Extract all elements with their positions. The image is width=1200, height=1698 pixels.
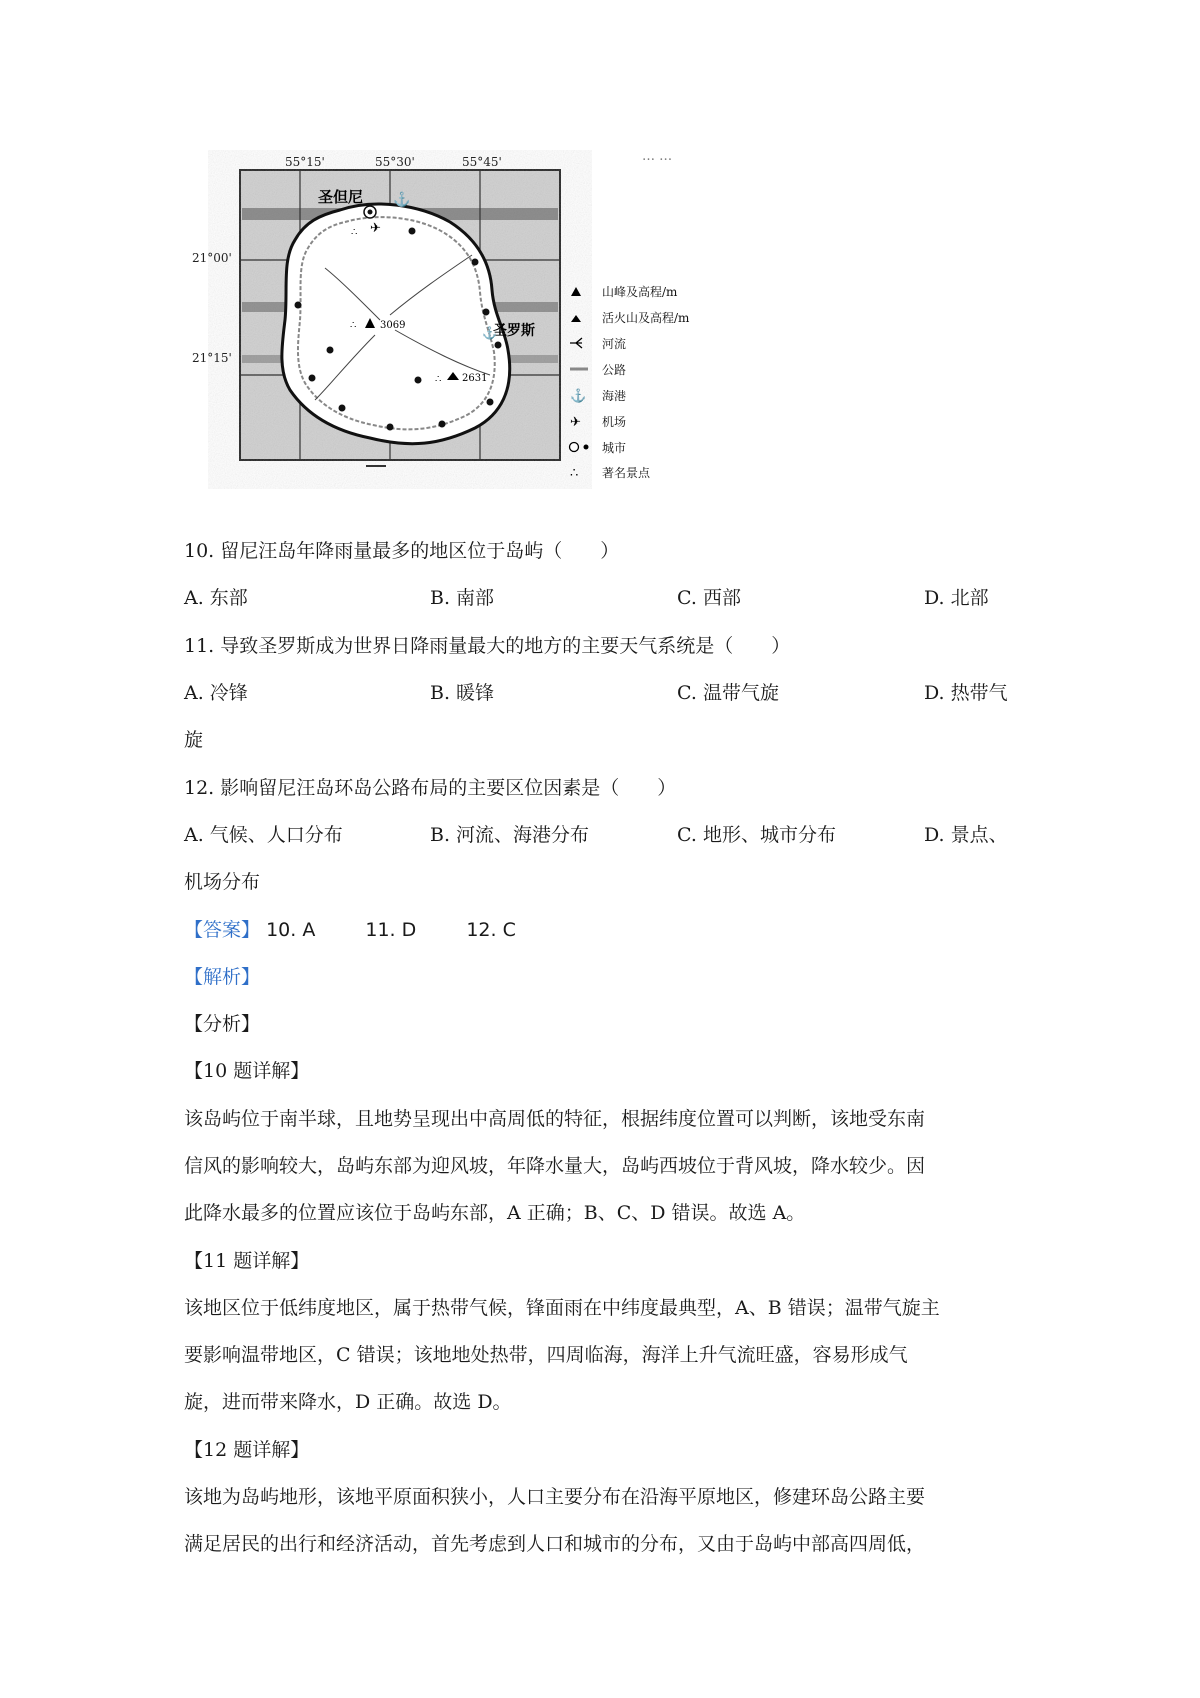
q11-detail-line: 要影响温带地区，C 错误；该地地处热带，四周临海，海洋上升气流旺盛，容易形成气: [184, 1344, 908, 1366]
q12-option-b: B. 河流、海港分布: [430, 824, 590, 846]
legend-label: 海港: [602, 389, 627, 403]
q12-option-a: A. 气候、人口分布: [184, 824, 343, 846]
answer-label: 【答案】: [184, 919, 261, 941]
q11-detail-line: 旋，进而带来降水，D 正确。故选 D。: [184, 1391, 512, 1413]
legend-label: 活火山及高程/m: [602, 311, 690, 325]
q10-option-c: C. 西部: [677, 587, 741, 609]
scenic-icon: ∴: [570, 466, 579, 481]
harbor-icon: ⚓: [393, 192, 411, 208]
q12-option-d: D. 景点、: [924, 824, 1008, 846]
lat-label: 21°00': [192, 251, 232, 265]
lon-label: 55°30': [375, 155, 415, 169]
island-map: [190, 150, 800, 520]
q12-detail-line: 该地为岛屿地形，该地平原面积狭小，人口主要分布在沿海平原地区，修建环岛公路主要: [184, 1486, 926, 1508]
answer-item: 10. A: [266, 919, 316, 941]
analysis-sub-heading: 【分析】: [184, 1013, 261, 1035]
peak1-label: 3069: [380, 320, 406, 331]
answer-item: 11. D: [365, 919, 417, 941]
q11-option-a: A. 冷锋: [184, 682, 248, 704]
city-east-label: 圣罗斯: [493, 323, 535, 339]
legend-label: 公路: [602, 363, 627, 377]
scenic-icon: ∴: [435, 374, 442, 385]
q11-detail-heading: 【11 题详解】: [184, 1250, 310, 1272]
answer-line: [184, 918, 516, 942]
harbor-icon: ⚓: [570, 389, 587, 404]
harbor-icon: ⚓: [482, 326, 497, 340]
city-icon: [570, 443, 579, 452]
legend-label: 机场: [602, 415, 627, 429]
legend-label: 城市: [602, 441, 627, 455]
q10-detail-line: 信风的影响较大，岛屿东部为迎风坡，年降水量大，岛屿西坡位于背风坡，降水较少。因: [184, 1155, 926, 1177]
q12-detail-heading: 【12 题详解】: [184, 1439, 310, 1461]
scenic-icon: ∴: [351, 227, 358, 238]
lon-label: 55°45': [462, 155, 502, 169]
q12-detail-line: 满足居民的出行和经济活动，首先考虑到人口和城市的分布，又由于岛屿中部高四周低，: [184, 1533, 926, 1555]
river-icon: [570, 338, 582, 348]
answer-item: 12. C: [466, 919, 516, 941]
top-caption: … …: [642, 150, 673, 164]
scenic-icon: ∴: [350, 320, 357, 331]
analysis-label: 【解析】: [184, 966, 261, 988]
q11-stem: 11. 导致圣罗斯成为世界日降雨量最大的地方的主要天气系统是（ ）: [184, 635, 791, 657]
airport-icon: ✈: [570, 415, 581, 430]
q10-option-d: D. 北部: [924, 587, 989, 609]
q11-detail-line: 该地区位于低纬度地区，属于热带气候，锋面雨在中纬度最典型，A、B 错误；温带气旋主: [184, 1297, 940, 1319]
legend-label: 著名景点: [602, 466, 651, 480]
legend-label: 山峰及高程/m: [602, 285, 678, 299]
q10-option-a: A. 东部: [184, 587, 248, 609]
q11-option-wrap: 旋: [184, 729, 204, 751]
q10-option-b: B. 南部: [430, 587, 495, 609]
q11-option-d: D. 热带气: [924, 682, 1008, 704]
city-north-label: 圣但尼: [318, 188, 364, 206]
map-legend: [570, 284, 691, 481]
q12-stem: 12. 影响留尼汪岛环岛公路布局的主要区位因素是（ ）: [184, 777, 677, 799]
q10-detail-heading: 【10 题详解】: [184, 1060, 310, 1082]
legend-label: 河流: [602, 337, 627, 351]
lon-label: 55°15': [285, 155, 325, 169]
island-map-figure: [190, 150, 800, 520]
q10-detail-line: 此降水最多的位置应该位于岛屿东部，A 正确；B、C、D 错误。故选 A。: [184, 1202, 806, 1224]
volcano-icon: [571, 315, 581, 322]
q11-option-b: B. 暖锋: [430, 682, 495, 704]
airport-icon: ✈: [370, 221, 381, 236]
peak2-label: 2631: [462, 373, 488, 384]
q12-option-wrap: 机场分布: [184, 871, 261, 893]
q10-stem: 10. 留尼汪岛年降雨量最多的地区位于岛屿（ ）: [184, 540, 620, 562]
q11-option-c: C. 温带气旋: [677, 682, 779, 704]
q12-option-c: C. 地形、城市分布: [677, 824, 836, 846]
q10-detail-line: 该岛屿位于南半球，且地势呈现出中高周低的特征，根据纬度位置可以判断，该地受东南: [184, 1108, 926, 1130]
lat-label: 21°15': [192, 351, 232, 365]
peak-icon: [571, 287, 581, 296]
